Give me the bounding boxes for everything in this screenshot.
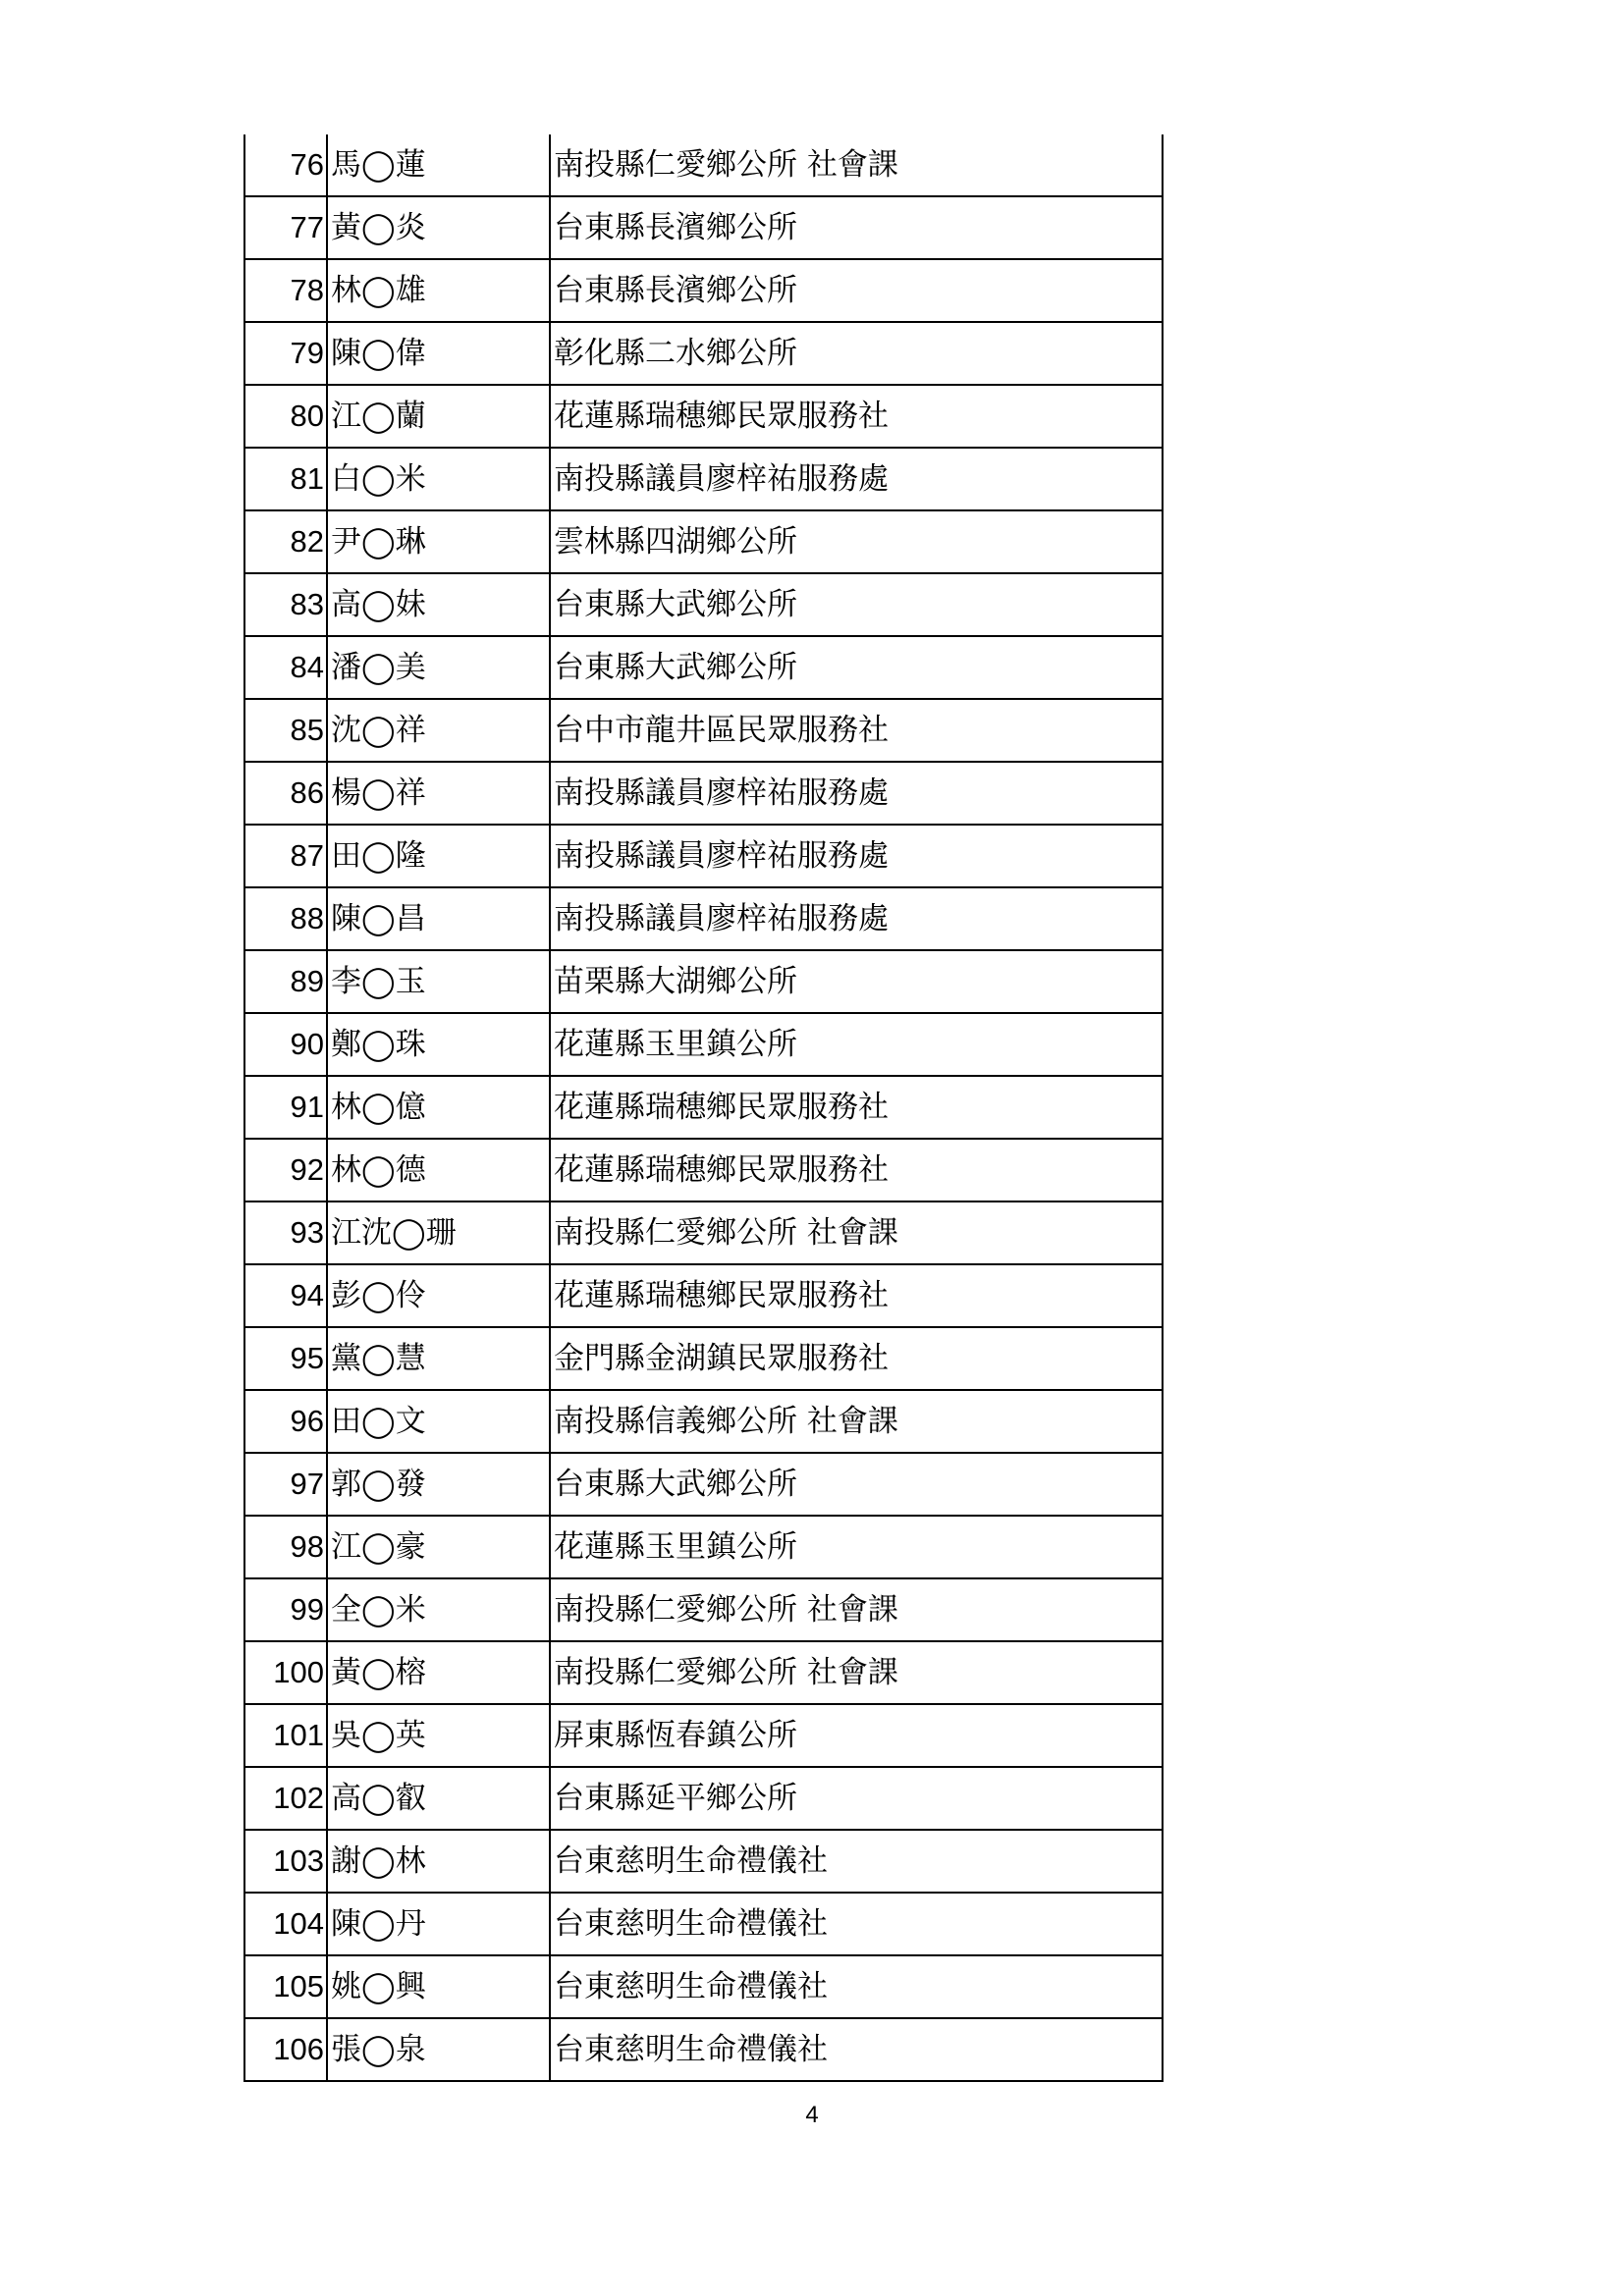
row-number: 99 xyxy=(244,1578,327,1641)
person-name: 全◯米 xyxy=(327,1578,550,1641)
organization-name: 屏東縣恆春鎮公所 xyxy=(550,1704,1163,1767)
organization-name: 雲林縣四湖鄉公所 xyxy=(550,510,1163,573)
organization-name: 金門縣金湖鎮民眾服務社 xyxy=(550,1327,1163,1390)
table-row xyxy=(244,134,1163,196)
person-name: 沈◯祥 xyxy=(327,699,550,762)
row-number: 93 xyxy=(244,1201,327,1264)
table-row xyxy=(244,887,1163,950)
person-name: 楊◯祥 xyxy=(327,762,550,825)
row-number: 85 xyxy=(244,699,327,762)
organization-name: 台東縣大武鄉公所 xyxy=(550,636,1163,699)
person-name: 江◯蘭 xyxy=(327,385,550,448)
table-row xyxy=(244,1390,1163,1453)
row-number: 103 xyxy=(244,1830,327,1893)
organization-name: 彰化縣二水鄉公所 xyxy=(550,322,1163,385)
table-row xyxy=(244,1264,1163,1327)
organization-name: 苗栗縣大湖鄉公所 xyxy=(550,950,1163,1013)
organization-name: 台東慈明生命禮儀社 xyxy=(550,1893,1163,1955)
organization-name: 花蓮縣玉里鎮公所 xyxy=(550,1516,1163,1578)
row-number: 96 xyxy=(244,1390,327,1453)
table-row xyxy=(244,573,1163,636)
row-number: 91 xyxy=(244,1076,327,1139)
table-row xyxy=(244,385,1163,448)
person-name: 田◯文 xyxy=(327,1390,550,1453)
table-row xyxy=(244,1893,1163,1955)
row-number: 78 xyxy=(244,259,327,322)
row-number: 86 xyxy=(244,762,327,825)
person-name: 林◯雄 xyxy=(327,259,550,322)
table-row xyxy=(244,510,1163,573)
person-name: 黨◯慧 xyxy=(327,1327,550,1390)
row-number: 79 xyxy=(244,322,327,385)
table-row xyxy=(244,1327,1163,1390)
person-name: 高◯妹 xyxy=(327,573,550,636)
person-name: 李◯玉 xyxy=(327,950,550,1013)
row-number: 98 xyxy=(244,1516,327,1578)
person-name: 馬◯蓮 xyxy=(327,134,550,196)
roster-table xyxy=(244,134,1164,2082)
row-number: 105 xyxy=(244,1955,327,2018)
row-number: 88 xyxy=(244,887,327,950)
table-row xyxy=(244,1955,1163,2018)
row-number: 90 xyxy=(244,1013,327,1076)
organization-name: 台東慈明生命禮儀社 xyxy=(550,1955,1163,2018)
row-number: 97 xyxy=(244,1453,327,1516)
table-row xyxy=(244,2018,1163,2081)
table-row xyxy=(244,1201,1163,1264)
person-name: 陳◯丹 xyxy=(327,1893,550,1955)
row-number: 80 xyxy=(244,385,327,448)
person-name: 林◯德 xyxy=(327,1139,550,1201)
person-name: 陳◯偉 xyxy=(327,322,550,385)
table-row xyxy=(244,1013,1163,1076)
table-row xyxy=(244,1516,1163,1578)
row-number: 87 xyxy=(244,825,327,887)
person-name: 高◯叡 xyxy=(327,1767,550,1830)
organization-name: 花蓮縣玉里鎮公所 xyxy=(550,1013,1163,1076)
table-row xyxy=(244,1830,1163,1893)
row-number: 77 xyxy=(244,196,327,259)
table-row xyxy=(244,1704,1163,1767)
person-name: 鄭◯珠 xyxy=(327,1013,550,1076)
organization-name: 花蓮縣瑞穗鄉民眾服務社 xyxy=(550,1076,1163,1139)
organization-name: 花蓮縣瑞穗鄉民眾服務社 xyxy=(550,1139,1163,1201)
person-name: 黃◯榕 xyxy=(327,1641,550,1704)
row-number: 95 xyxy=(244,1327,327,1390)
organization-name: 台東縣延平鄉公所 xyxy=(550,1767,1163,1830)
table-row xyxy=(244,1641,1163,1704)
person-name: 潘◯美 xyxy=(327,636,550,699)
row-number: 106 xyxy=(244,2018,327,2081)
row-number: 92 xyxy=(244,1139,327,1201)
organization-name: 南投縣信義鄉公所 社會課 xyxy=(550,1390,1163,1453)
row-number: 84 xyxy=(244,636,327,699)
person-name: 白◯米 xyxy=(327,448,550,510)
person-name: 江沈◯珊 xyxy=(327,1201,550,1264)
row-number: 83 xyxy=(244,573,327,636)
person-name: 黃◯炎 xyxy=(327,196,550,259)
person-name: 彭◯伶 xyxy=(327,1264,550,1327)
person-name: 江◯豪 xyxy=(327,1516,550,1578)
table-row xyxy=(244,1578,1163,1641)
row-number: 94 xyxy=(244,1264,327,1327)
organization-name: 南投縣議員廖梓祐服務處 xyxy=(550,448,1163,510)
organization-name: 南投縣議員廖梓祐服務處 xyxy=(550,887,1163,950)
table-row xyxy=(244,699,1163,762)
row-number: 81 xyxy=(244,448,327,510)
person-name: 吳◯英 xyxy=(327,1704,550,1767)
person-name: 謝◯林 xyxy=(327,1830,550,1893)
row-number: 82 xyxy=(244,510,327,573)
row-number: 101 xyxy=(244,1704,327,1767)
organization-name: 南投縣仁愛鄉公所 社會課 xyxy=(550,1201,1163,1264)
table-row xyxy=(244,448,1163,510)
table-row xyxy=(244,1453,1163,1516)
organization-name: 南投縣仁愛鄉公所 社會課 xyxy=(550,1578,1163,1641)
organization-name: 台東慈明生命禮儀社 xyxy=(550,1830,1163,1893)
person-name: 陳◯昌 xyxy=(327,887,550,950)
organization-name: 台中市龍井區民眾服務社 xyxy=(550,699,1163,762)
table-row xyxy=(244,1076,1163,1139)
table-row xyxy=(244,825,1163,887)
table-row xyxy=(244,259,1163,322)
table-row xyxy=(244,196,1163,259)
person-name: 姚◯興 xyxy=(327,1955,550,2018)
organization-name: 花蓮縣瑞穗鄉民眾服務社 xyxy=(550,1264,1163,1327)
row-number: 102 xyxy=(244,1767,327,1830)
person-name: 尹◯琳 xyxy=(327,510,550,573)
row-number: 76 xyxy=(244,134,327,196)
table-row xyxy=(244,950,1163,1013)
organization-name: 南投縣仁愛鄉公所 社會課 xyxy=(550,134,1163,196)
person-name: 林◯億 xyxy=(327,1076,550,1139)
table-row xyxy=(244,1767,1163,1830)
row-number: 89 xyxy=(244,950,327,1013)
page-number: 4 xyxy=(805,2102,819,2128)
table-row xyxy=(244,636,1163,699)
organization-name: 台東縣大武鄉公所 xyxy=(550,1453,1163,1516)
row-number: 104 xyxy=(244,1893,327,1955)
organization-name: 台東縣長濱鄉公所 xyxy=(550,196,1163,259)
organization-name: 花蓮縣瑞穗鄉民眾服務社 xyxy=(550,385,1163,448)
table-row xyxy=(244,762,1163,825)
person-name: 郭◯發 xyxy=(327,1453,550,1516)
organization-name: 台東縣長濱鄉公所 xyxy=(550,259,1163,322)
table-row xyxy=(244,1139,1163,1201)
person-name: 張◯泉 xyxy=(327,2018,550,2081)
person-name: 田◯隆 xyxy=(327,825,550,887)
organization-name: 南投縣議員廖梓祐服務處 xyxy=(550,825,1163,887)
organization-name: 台東慈明生命禮儀社 xyxy=(550,2018,1163,2081)
organization-name: 南投縣仁愛鄉公所 社會課 xyxy=(550,1641,1163,1704)
row-number: 100 xyxy=(244,1641,327,1704)
roster-table-body xyxy=(244,134,1163,2081)
table-row xyxy=(244,322,1163,385)
organization-name: 台東縣大武鄉公所 xyxy=(550,573,1163,636)
organization-name: 南投縣議員廖梓祐服務處 xyxy=(550,762,1163,825)
